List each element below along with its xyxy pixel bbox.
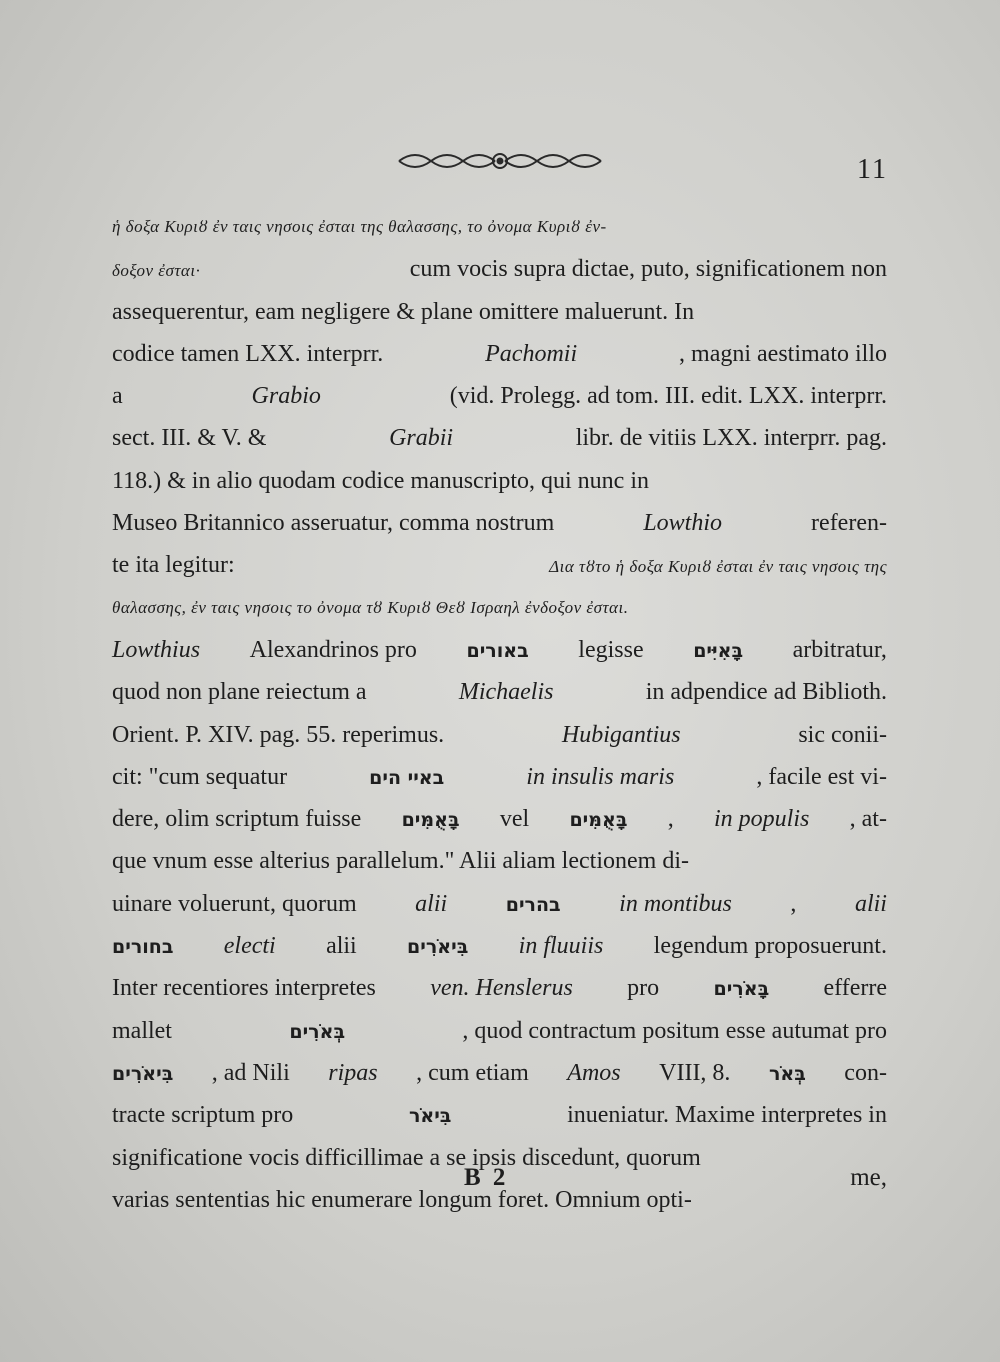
text-span: legisse (578, 636, 644, 663)
page-number: 11 (857, 154, 888, 185)
text-span: VIII, 8. (659, 1059, 731, 1086)
text-line (112, 1052, 887, 1094)
text-line (112, 967, 887, 1009)
italic-name: Hubigantius (561, 721, 681, 748)
text-span: inueniatur. Maxime interpretes in (567, 1102, 887, 1129)
text-span: , cum etiam (416, 1059, 529, 1086)
italic-word: electi (223, 933, 276, 960)
body-text (112, 206, 887, 1221)
text-line (112, 883, 887, 925)
text-line (112, 460, 887, 502)
text-line (112, 925, 887, 967)
italic-name: Amos (567, 1059, 621, 1086)
hebrew-word: בִּיאֹרִים (112, 1062, 174, 1085)
text-span: legendum proposuerunt. (653, 933, 887, 960)
text-span: vel (499, 806, 530, 833)
signature-mark: B 2 (464, 1164, 509, 1191)
text-span: in adpendice ad Biblioth. (645, 679, 887, 706)
text-span: , ad Nili (211, 1059, 290, 1086)
italic-name: Lowthius (112, 636, 201, 663)
italic-name: Michaelis (458, 679, 554, 706)
text-span: Museo Britannico asseruatur, comma nostrum (112, 510, 555, 537)
text-line (112, 375, 887, 417)
text-span: 118.) & in alio quodam codice manuscripto, qui nunc in (112, 467, 649, 494)
hebrew-word: בהרים (505, 893, 561, 916)
text-span: cum vocis supra dictae, puto, significationem non (409, 256, 887, 283)
hebrew-word: בָּאֻמִּים (569, 809, 628, 832)
text-span: referen- (811, 510, 887, 537)
italic-phrase: in insulis maris (526, 763, 675, 790)
text-span: tracte scriptum pro (112, 1102, 294, 1129)
text-line (112, 671, 887, 713)
text-span: (vid. Prolegg. ad tom. III. edit. LXX. interprr. (449, 383, 887, 410)
text-line (112, 798, 887, 840)
text-span: alii (326, 933, 357, 960)
text-line (112, 544, 887, 586)
catchword: me, (850, 1164, 887, 1191)
hebrew-word: בִּיאֹרִים (407, 936, 469, 959)
italic-name: Lowthio (643, 510, 723, 537)
italic-name: Pachomii (485, 340, 578, 367)
text-span: dere, olim scriptum fuisse (112, 806, 362, 833)
italic-phrase: in fluuiis (518, 933, 604, 960)
text-span: que vnum esse alterius parallelum." Alii aliam lectionem di- (112, 848, 689, 875)
hebrew-word: באיי הים (369, 766, 445, 789)
text-line (112, 206, 887, 248)
text-span: pro (627, 975, 660, 1002)
page-footer (112, 1157, 887, 1199)
text-span: quod non plane reiectum a (112, 679, 367, 706)
greek-quotation: θαλασσης, ἐν ταις νησοις το ὀνομα τȣ Κυριȣ Θεȣ Ισραηλ ἐνδοξον ἐσται. (112, 597, 629, 617)
italic-word: alii (415, 890, 448, 917)
text-span: , quod contractum positum esse autumat pro (462, 1017, 887, 1044)
text-span: te ita legitur: (112, 552, 235, 579)
greek-quotation: δοξον ἐσται· (112, 261, 201, 281)
text-line (112, 291, 887, 333)
text-span: uinare voluerunt, quorum (112, 890, 357, 917)
text-line (112, 248, 887, 290)
text-line (112, 840, 887, 882)
text-span: cit: "cum sequatur (112, 763, 288, 790)
italic-name: ven. Henslerus (430, 975, 573, 1002)
greek-quotation: Δια τȣτο ἡ δοξα Κυριȣ ἐσται ἐν ταις νησοις της (549, 557, 887, 577)
italic-phrase: in populis (714, 806, 810, 833)
hebrew-word: בְּאֹר (768, 1062, 806, 1085)
text-span: , facile est vi- (756, 763, 887, 790)
text-line (112, 587, 887, 629)
text-span: codice tamen LXX. interprr. (112, 340, 384, 367)
hebrew-word: בחורים (112, 936, 174, 959)
greek-quotation: ἡ δοξα Κυριȣ ἐν ταις νησοις ἐσται της θαλασσης, το ὀνομα Κυριȣ ἐν- (112, 217, 607, 236)
text-span: significatione vocis difficillimae a se ipsis discedunt, quorum (112, 1144, 701, 1171)
text-line (112, 1094, 887, 1136)
text-span: assequerentur, eam negligere & plane omittere maluerunt. In (112, 298, 695, 325)
text-span: sect. III. & V. & (112, 425, 267, 452)
hebrew-word: בְּאֹרִים (289, 1020, 346, 1043)
hebrew-word: באורים (466, 639, 529, 662)
text-span: varias sententias hic enumerare longum foret. Omnium opti- (112, 1186, 692, 1213)
italic-phrase: in montibus (619, 890, 732, 917)
text-span: , magni aestimato illo (679, 340, 887, 367)
text-span: sic conii- (798, 721, 887, 748)
text-span: con- (844, 1059, 887, 1086)
hebrew-word: בָּאֻמִּים (401, 809, 460, 832)
text-span: libr. de vitiis LXX. interprr. pag. (575, 425, 887, 452)
italic-name: Grabio (251, 383, 321, 410)
text-span: Orient. P. XIV. pag. 55. reperimus. (112, 721, 445, 748)
text-line (112, 756, 887, 798)
text-span: Alexandrinos pro (249, 636, 417, 663)
decorative-ornament-icon (395, 143, 605, 179)
text-line (112, 629, 887, 671)
italic-word: ripas (328, 1059, 378, 1086)
italic-name: Grabii (389, 425, 454, 452)
text-span: arbitratur, (792, 636, 887, 663)
text-span: mallet (112, 1017, 172, 1044)
text-line (112, 502, 887, 544)
text-span: , at- (849, 806, 887, 833)
hebrew-word: בִּיאֹר (408, 1105, 452, 1128)
text-line (112, 333, 887, 375)
text-line (112, 417, 887, 459)
hebrew-word: בָּאִיִּים (693, 639, 744, 662)
hebrew-word: בָּאֹרִים (713, 978, 770, 1001)
text-span: efferre (823, 975, 887, 1002)
text-span: , (667, 806, 674, 833)
italic-word: alii (854, 890, 887, 917)
text-line (112, 1010, 887, 1052)
text-span: , (790, 890, 797, 917)
text-line (112, 714, 887, 756)
text-span: a (112, 383, 123, 410)
text-span: Inter recentiores interpretes (112, 975, 376, 1002)
